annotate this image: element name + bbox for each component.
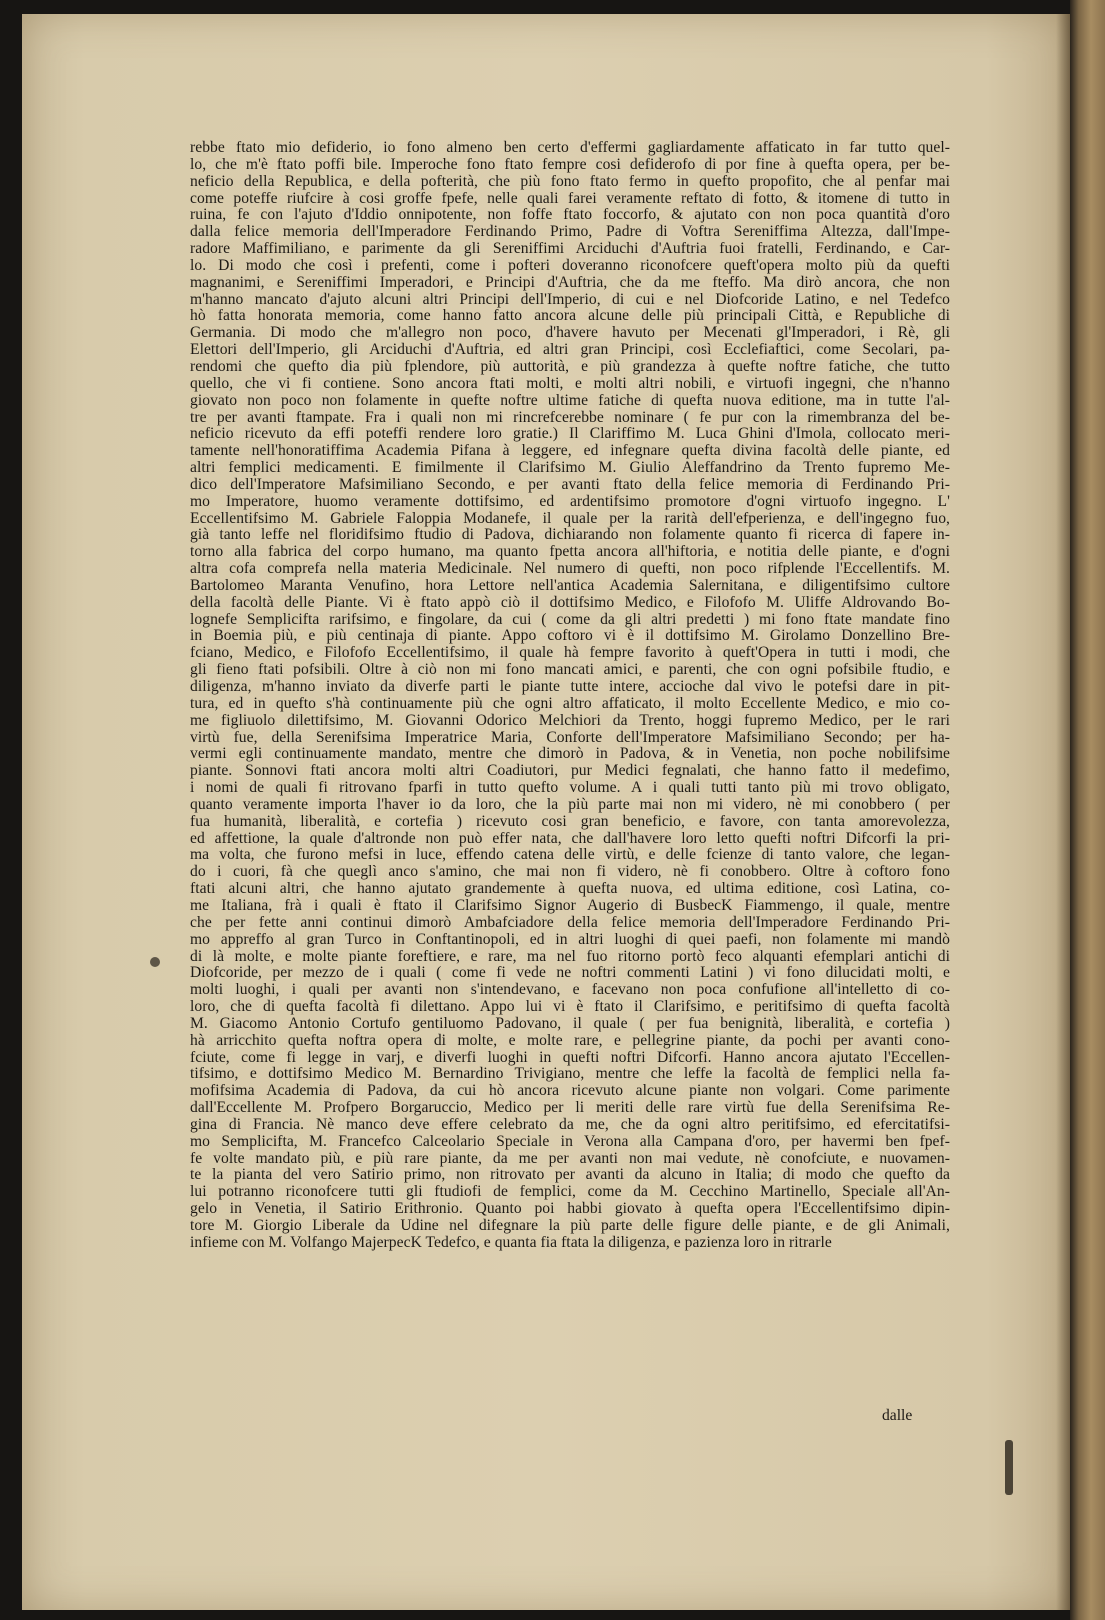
text-line: in Boemia più, e più centinaja di piante. Appo coftoro vi è il dottifsimo M. Girolamo Donzellino Bre- [190, 627, 950, 645]
text-line: piante. Sonnovi ftati ancora molti altri Coadiutori, pur Medici fegnalati, che hanno fatto il medefimo, [190, 762, 950, 780]
text-line: me Italiana, frà i quali è ftato il Clarifsimo Signor Augerio di BusbecK Fiammengo, il quale, mentre [190, 896, 950, 914]
text-line: fua humanità, liberalità, e cortefia ) ricevuto cosi gran beneficio, e favore, con tanta amorevolezza, [190, 812, 950, 830]
text-line: quello, che vi fi contiene. Sono ancora ftati molti, e molti altri nobili, e virtuofi ingegni, che n'hanno [190, 374, 950, 392]
text-line: fciute, come fi legge in varj, e diverfi luoghi in quefti noftri Difcorfi. Hanno ancora ajutato l'Eccellen- [190, 1048, 950, 1066]
text-line: neficio della Republica, e della pofterità, che più fono ftato fermo in quefto propofito, che al penfar mai [190, 172, 950, 190]
text-line: mo Imperatore, huomo veramente dottifsimo, ed ardentifsimo promotore d'ogni virtuofo ingegno. L' [190, 492, 950, 510]
text-line: te la pianta del vero Satirio primo, non ritrovato per avanti da alcuno in Italia; di modo che quefto da [190, 1166, 950, 1184]
text-line: M. Giacomo Antonio Cortufo gentiluomo Padovano, il quale ( per fua benignità, liberalità, e cortefia ) [190, 1014, 950, 1032]
text-line: mofifsima Academia di Padova, da cui hò ancora ricevuto alcune piante non volgari. Come parimente [190, 1082, 950, 1100]
text-line: torno alla fabrica del corpo humano, ma quanto fpetta ancora all'hiftoria, e notitia delle piante, e d'ogni [190, 543, 950, 561]
text-line: di là molte, e molte piante foreftiere, e rare, ma nel fuo ritorno portò feco alquanti efemplari antichi di [190, 947, 950, 965]
text-line: gli fieno ftati pofsibili. Oltre à ciò non mi fono mancati amici, e parenti, che con ogni pofsibile ftudio, e [190, 661, 950, 679]
text-line: della facoltà delle Piante. Vi è ftato appò ciò il dottifsimo Medico, e Filofofo M. Uliffe Aldrovando Bo- [190, 593, 950, 611]
text-line: tura, ed in quefto s'hà continuamente più che ogni altro affaticato, il molto Eccellente Medico, e mio co- [190, 694, 950, 712]
text-line: virtù fue, della Serenifsima Imperatrice Maria, Conforte dell'Imperatore Mafsimiliano Secondo; per ha- [190, 728, 950, 746]
text-line: magnanimi, e Sereniffimi Imperadori, e Principi d'Auftria, che da me fteffo. Ma dirò ancora, che non [190, 273, 950, 291]
text-line: mo appreffo al gran Turco in Conftantinopoli, ed in altri luoghi di quei paefi, non folamente mi mandò [190, 930, 950, 948]
text-line: che per fette anni continui dimorò Ambafciadore della felice memoria dell'Imperadore Ferdinando Pri- [190, 913, 950, 931]
text-line: quanto veramente importa l'haver io da loro, che la più parte mai non mi videro, nè mi conobbero ( per [190, 795, 950, 813]
text-line: do i cuori, fà che queglì anco s'amino, che mai non fi videro, nè fi conobbero. Oltre à coftoro fono [190, 863, 950, 881]
text-line: fciano, Medico, e Filofofo Eccellentifsimo, il quale hà fempre favorito à queft'Opera in tutti i modi, che [190, 644, 950, 662]
text-line: fe volte mandato più, e più rare piante, da me per avanti non mai vedute, nè conofciute, e nuovamen- [190, 1149, 950, 1167]
text-line: loro, che di quefta facoltà fi dilettano. Appo lui vi è ftato il Clarifsimo, e peritifsimo di quefta facoltà [190, 998, 950, 1016]
text-line: già tanto leffe nel floridifsimo ftudio di Padova, dichiarando non folamente quanto fi ricerca di fapere in- [190, 526, 950, 544]
text-line: lognefe Semplicifta rarifsimo, e fingolare, da cui ( come da gli altri predetti ) mi fono ftate mandate fino [190, 610, 950, 628]
text-line: Elettori dell'Imperio, gli Arciduchi d'Auftria, ed altri gran Principi, così Ecclefiaftici, come Secolari, pa- [190, 341, 950, 359]
text-line: lo, che m'è ftato poffi bile. Imperoche fono ftato fempre cosi defiderofo di por fine à quefta opera, per be- [190, 155, 950, 173]
text-line: rendomi che quefto dia più fplendore, più auttorità, e più grandezza à quefte noftre fatiche, che tutto [190, 357, 950, 375]
text-line: dico dell'Imperatore Mafsimiliano Secondo, e per avanti ftato della felice memoria di Ferdinando Pri- [190, 475, 950, 493]
text-line: molti luoghi, i quali per avanti non s'intendevano, e facevano non poca confufione all'intelletto di co- [190, 981, 950, 999]
adjacent-page-edge [1070, 0, 1105, 1620]
text-line: radore Maffimiliano, e parimente da gli Sereniffimi Arciduchi d'Auftria fuoi fratelli, Ferdinando, e Car- [190, 240, 950, 258]
text-line: dall'Eccellente M. Profpero Borgaruccio, Medico per li meriti delle rare virtù fue della Serenifsima Re- [190, 1099, 950, 1117]
text-line: ruina, fe con l'ajuto d'Iddio onnipotente, non foffe ftato foccorfo, & ajutato con non poca quantità d'oro [190, 206, 950, 224]
text-line: Eccellentifsimo M. Gabriele Faloppia Modanefe, il quale per la rarità dell'efperienza, e dell'ingegno fuo, [190, 509, 950, 527]
text-line: ftati alcuni altri, che hanno ajutato grandemente à quefta nuova, ed ultima editione, così Latina, co- [190, 880, 950, 898]
text-line: tifsimo, e dottifsimo Medico M. Bernardino Trivigiano, mentre che leffe la facoltà de femplici nella fa- [190, 1065, 950, 1083]
text-line: altri femplici medicamenti. E fimilmente il Clarifsimo M. Giulio Aleffandrino da Trento fupremo Me- [190, 459, 950, 477]
text-line: mo Semplicifta, M. Francefco Calceolario Speciale in Verona alla Campana d'oro, per havermi ben fpef- [190, 1132, 950, 1150]
text-line: tre per avanti ftampate. Fra i quali non mi rincrefcerebbe nominare ( fe pur con la rimembranza del be- [190, 408, 950, 426]
text-line: hò fatta honorata memoria, come hanno fatto ancora alcune delle più principali Città, e Republiche di [190, 307, 950, 325]
text-line: Bartolomeo Maranta Venufino, hora Lettore nell'antica Academia Salernitana, e diligentifsimo cultore [190, 576, 950, 594]
text-line: gina di Francia. Nè manco deve effere celebrato da me, che da ogni altro peritifsimo, ed efercitatifsi- [190, 1115, 950, 1133]
text-line: i nomi de quali fi ritrovano fparfi in tutto quefto volume. A i quali tutti tanto più mi trovo obligato, [190, 779, 950, 797]
text-line: Diofcoride, per mezzo de i quali ( come fi vede ne noftri commenti Latini ) vi fono dilucidati molti, e [190, 964, 950, 982]
ink-blot-mark [150, 957, 160, 967]
text-line: hà arricchito quefta noftra opera di molte, e molte rare, e pellegrine piante, da pochi per avanti cono- [190, 1031, 950, 1049]
text-line: vermi egli continuamente mandato, mentre che dimorò in Padova, & in Venetia, non poche nobilifsime [190, 745, 950, 763]
text-line: dalla felice memoria dell'Imperadore Ferdinando Primo, Padre di Voftra Sereniffima Altezza, dall'Impe- [190, 223, 950, 241]
text-line: infieme con M. Volfango MajerpecK Tedefco, e quanta fia ftata la diligenza, e pazienza loro in ritrarle [190, 1233, 832, 1251]
text-line: Germania. Di modo che m'allegro non poco, d'havere havuto per Mecenati gl'Imperadori, i Rè, gli [190, 324, 950, 342]
text-line: rebbe ftato mio defiderio, io fono almeno ben certo d'effermi gagliardamente affaticato in far tutto quel- [190, 139, 950, 156]
text-line: tamente nell'honoratiffima Academia Pifana à leggere, ed infegnare quefta divina facoltà delle piante, ed [190, 442, 950, 460]
text-line: m'hanno mancato d'ajuto alcuni altri Principi dell'Imperio, di cui e nel Diofcoride Latino, e nel Tedefco [190, 290, 950, 308]
binding-stain-mark [1005, 1440, 1013, 1495]
text-line: lo. Di modo che così i prefenti, come i pofteri doveranno riconofcere queft'opera molto più da quefti [190, 256, 950, 274]
body-text [190, 140, 950, 1252]
text-line: gelo in Venetia, il Satirio Erithronio. Quanto poi habbi giovato à quefta opera l'Eccellentifsimo dipin- [190, 1200, 950, 1218]
text-line: giovato non poco non folamente in quefte noftre ultime fatiche di quefta nuova editione, ma in tutte l'al- [190, 391, 950, 409]
text-line: ma volta, che furono mefsi in luce, effendo catena delle virtù, e delle fcienze di tanto valore, che legan- [190, 846, 950, 864]
text-line: neficio ricevuto da effi poteffi rendere loro gratie.) Il Clariffimo M. Luca Ghini d'Imola, collocato meri- [190, 425, 950, 443]
text-line: altra cofa comprefa nella materia Medicinale. Nel numero di quefti, non poco rifplende l'Eccellentifs. M. [190, 560, 950, 578]
text-line: me figliuolo dilettifsimo, M. Giovanni Odorico Melchiori da Trento, hoggi fupremo Medico, per le rari [190, 711, 950, 729]
catchword: dalle [882, 1407, 913, 1424]
text-line: lui potranno riconofcere tutti gli ftudiofi de femplici, come da M. Cecchino Martinello, Speciale all'An- [190, 1183, 950, 1201]
text-line: tore M. Giorgio Liberale da Udine nel difegnare la più parte delle figure delle piante, e de gli Animali, [190, 1217, 950, 1234]
text-line: ed affettione, la quale d'altronde non può effer nata, che dall'havere loro letto quefti noftri Difcorfi la pri- [190, 829, 950, 847]
page-gutter-shadow [1056, 14, 1070, 1610]
text-line: come poteffe riufcire à cosi groffe fpefe, nelle quali farei veramente reftato di fotto, & itomene di tutto in [190, 189, 950, 207]
text-line: diligenza, m'hanno inviato da diverfe parti le piante tutte intere, accioche dal vivo le potefsi dare in pit- [190, 678, 950, 695]
